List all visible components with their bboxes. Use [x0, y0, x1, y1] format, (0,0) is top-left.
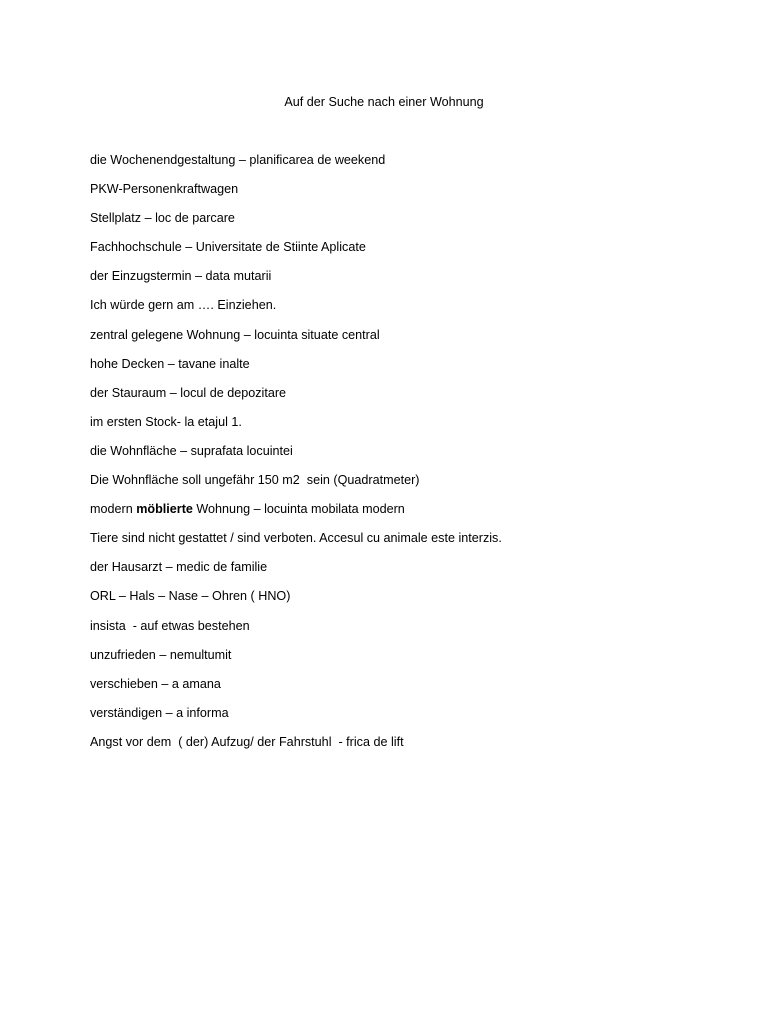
vocab-line: Die Wohnfläche soll ungefähr 150 m2 sein (Quadratmeter) — [90, 473, 420, 488]
vocab-line: Stellplatz – loc de parcare — [90, 211, 235, 226]
vocab-line-bold-word: möblierte — [136, 502, 193, 517]
document-title: Auf der Suche nach einer Wohnung — [284, 95, 484, 109]
vocab-line: die Wochenendgestaltung – planificarea de weekend — [90, 153, 386, 167]
vocab-line: Ich würde gern am …. Einziehen. — [90, 298, 277, 313]
vocab-line: der Stauraum – locul de depozitare — [90, 385, 287, 400]
vocab-line: die Wohnfläche – suprafata locuintei — [90, 443, 293, 458]
vocab-line: verständigen – a informa — [90, 705, 229, 720]
vocab-line-prefix: modern — [90, 502, 137, 517]
vocab-line: insista - auf etwas bestehen — [90, 618, 250, 633]
vocab-line: der Hausarzt – medic de familie — [90, 560, 268, 575]
vocab-line: ORL – Hals – Nase – Ohren ( HNO) — [90, 589, 291, 604]
vocab-line — [90, 500, 502, 529]
vocab-line-suffix: Wohnung – locuinta mobilata modern — [192, 502, 405, 517]
vocab-line: der Einzugstermin – data mutarii — [90, 269, 272, 284]
vocab-line: Fachhochschule – Universitate de Stiinte Aplicate — [90, 240, 366, 255]
vocab-line: hohe Decken – tavane inalte — [90, 356, 250, 371]
vocab-line: zentral gelegene Wohnung – locuinta situate central — [90, 327, 380, 342]
vocab-line: verschieben – a amana — [90, 676, 221, 691]
vocab-line: im ersten Stock- la etajul 1. — [90, 414, 242, 429]
vocabulary-list — [90, 151, 502, 762]
vocab-line: Angst vor dem ( der) Aufzug/ der Fahrstuhl - frica de lift — [90, 734, 404, 749]
vocab-line: PKW-Personenkraftwagen — [90, 182, 239, 197]
vocab-line: Tiere sind nicht gestattet / sind verboten. Accesul cu animale este interzis. — [90, 531, 502, 546]
vocab-line: unzufrieden – nemultumit — [90, 647, 232, 662]
